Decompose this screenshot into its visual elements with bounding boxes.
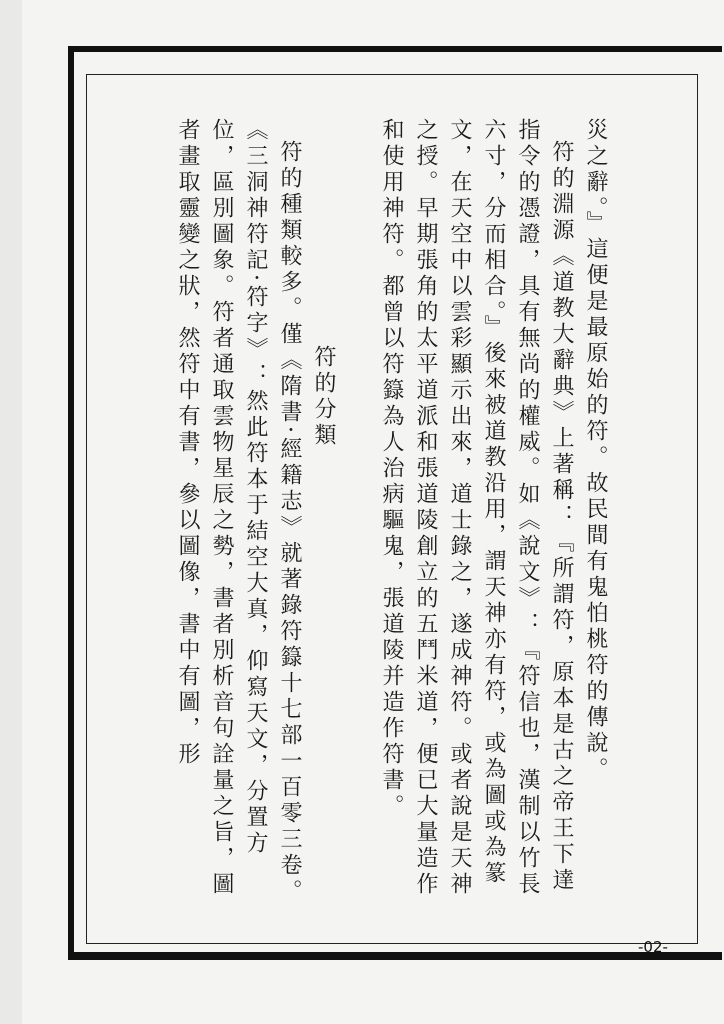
paragraph-spacer — [340, 118, 374, 908]
section-heading: 符的分類 — [311, 344, 336, 449]
page-sheet — [22, 0, 724, 1024]
page-number: -02- — [638, 938, 668, 956]
paragraph-talisman-types: 符的種類較多。僅《隋書·經籍志》就著錄符籙十七部一百零三卷。《三洞神符記·符字》：然此符本于結空大真，仰寫天文，分置方位，區別圖象。符者通取雲物星辰之勢，書者別析音句詮量之旨，圖者畫取靈變之狀，然符中有書，參以圖像，書中有圖，形 — [175, 118, 302, 905]
paragraph-origin-of-talismans: 符的淵源《道教大辭典》上著稱：『所謂符，原本是古之帝王下達指令的憑證，具有無尚的權威。如《說文》：『符信也，漢制以竹長六寸，分而相合。』後來被道教沿用，謂天神亦有符，或為圖或為篆文，在天空中以雲彩顯示出來，道士錄之，遂成神符。或者說是天神之授。早期張角的太平道派和張道陵創立的五鬥米道，便已大量造作和使用神符。都曾以符籙為人治病驅鬼，張道陵并造作符書。 — [379, 118, 574, 898]
paragraph-continuation: 災之辭。』這便是最原始的符。故民間有鬼怕桃符的傳說。 — [583, 118, 608, 783]
vertical-text-body — [132, 118, 612, 908]
